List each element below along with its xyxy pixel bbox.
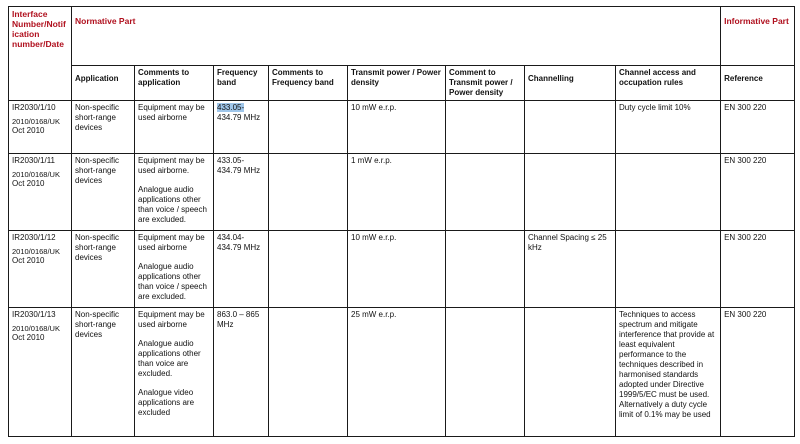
cell-application: Non-specific short-range devices bbox=[72, 101, 135, 154]
table-row bbox=[9, 154, 795, 231]
frequency-text: 434.79 MHz bbox=[217, 113, 261, 122]
header-interface-number bbox=[9, 7, 72, 101]
frequency-highlighted-text[interactable]: 433.05- bbox=[217, 103, 245, 112]
normative-part-label: Normative Part bbox=[75, 16, 136, 26]
header-normative-part bbox=[72, 7, 721, 66]
cell-frequency-band bbox=[214, 101, 269, 154]
cell-comment-transmit-power bbox=[446, 101, 525, 154]
cell-reference: EN 300 220 bbox=[721, 101, 795, 154]
cell-reference: EN 300 220 bbox=[721, 154, 795, 231]
header-comment-transmit-power: Comment to Transmit power / Power density bbox=[446, 66, 525, 101]
cell-channel-access bbox=[616, 231, 721, 308]
cell-interface-number bbox=[9, 101, 72, 154]
header-channelling: Channelling bbox=[525, 66, 616, 101]
cell-application: Non-specific short-range devices bbox=[72, 308, 135, 437]
cell-transmit-power: 1 mW e.r.p. bbox=[348, 154, 446, 231]
header-interface-line-1: Interface bbox=[12, 9, 48, 19]
comment-paragraph: Equipment may be used airborne bbox=[138, 103, 205, 122]
comment-paragraph: Analogue video applications are excluded bbox=[138, 388, 195, 417]
notification-date: Oct 2010 bbox=[12, 179, 45, 188]
cell-comment-transmit-power bbox=[446, 231, 525, 308]
header-interface-line-2: Number/Notif bbox=[12, 19, 66, 29]
notification-date: Oct 2010 bbox=[12, 126, 45, 135]
interface-requirements-table bbox=[8, 6, 795, 437]
table-row bbox=[9, 308, 795, 437]
table-row bbox=[9, 101, 795, 154]
header-comments-frequency-band: Comments to Frequency band bbox=[269, 66, 348, 101]
comment-paragraph: Analogue audio applications other than voice / speech are excluded. bbox=[138, 262, 207, 301]
interface-id: IR2030/1/12 bbox=[12, 233, 56, 242]
cell-frequency-band: 434.04-434.79 MHz bbox=[214, 231, 269, 308]
cell-reference: EN 300 220 bbox=[721, 308, 795, 437]
comment-paragraph: Equipment may be used airborne. bbox=[138, 156, 205, 175]
cell-comments-frequency bbox=[269, 101, 348, 154]
cell-interface-number bbox=[9, 308, 72, 437]
cell-interface-number bbox=[9, 231, 72, 308]
cell-reference: EN 300 220 bbox=[721, 231, 795, 308]
header-informative-part bbox=[721, 7, 795, 66]
header-channel-access: Channel access and occupation rules bbox=[616, 66, 721, 101]
cell-transmit-power: 10 mW e.r.p. bbox=[348, 101, 446, 154]
cell-comments-frequency bbox=[269, 154, 348, 231]
header-transmit-power: Transmit power / Power density bbox=[348, 66, 446, 101]
cell-frequency-band: 863.0 – 865 MHz bbox=[214, 308, 269, 437]
header-reference: Reference bbox=[721, 66, 795, 101]
cell-comments-application bbox=[135, 308, 214, 437]
notification-date: Oct 2010 bbox=[12, 256, 45, 265]
cell-channel-access: Techniques to access spectrum and mitigate interference that provide at least equivalent performance to the techniques described in harmonised standards adopted under Directive 1999/5/EC must be used. Alternatively a duty cycle limit of 0.1% may be used bbox=[616, 308, 721, 437]
informative-part-label: Informative Part bbox=[724, 16, 789, 26]
comment-paragraph: Equipment may be used airborne bbox=[138, 233, 205, 252]
cell-comment-transmit-power bbox=[446, 308, 525, 437]
interface-id: IR2030/1/11 bbox=[12, 156, 55, 165]
comment-paragraph: Analogue audio applications other than voice are excluded. bbox=[138, 339, 201, 378]
cell-comments-application bbox=[135, 154, 214, 231]
cell-channelling: Channel Spacing ≤ 25 kHz bbox=[525, 231, 616, 308]
header-comments-application: Comments to application bbox=[135, 66, 214, 101]
cell-comments-application bbox=[135, 231, 214, 308]
cell-transmit-power: 25 mW e.r.p. bbox=[348, 308, 446, 437]
notification-number: 2010/0168/UK bbox=[12, 324, 60, 333]
cell-application: Non-specific short-range devices bbox=[72, 231, 135, 308]
table-row bbox=[9, 231, 795, 308]
interface-id: IR2030/1/13 bbox=[12, 310, 56, 319]
interface-id: IR2030/1/10 bbox=[12, 103, 56, 112]
notification-number: 2010/0168/UK bbox=[12, 247, 60, 256]
header-interface-line-4: number/Date bbox=[12, 39, 64, 49]
cell-comments-frequency bbox=[269, 231, 348, 308]
comment-paragraph: Equipment may be used airborne bbox=[138, 310, 205, 329]
header-interface-line-3: ication bbox=[12, 29, 40, 39]
cell-comments-application bbox=[135, 101, 214, 154]
notification-number: 2010/0168/UK bbox=[12, 170, 60, 179]
cell-transmit-power: 10 mW e.r.p. bbox=[348, 231, 446, 308]
cell-channel-access: Duty cycle limit 10% bbox=[616, 101, 721, 154]
cell-frequency-band: 433.05-434.79 MHz bbox=[214, 154, 269, 231]
cell-interface-number bbox=[9, 154, 72, 231]
cell-channel-access bbox=[616, 154, 721, 231]
comment-paragraph: Analogue audio applications other than voice / speech are excluded. bbox=[138, 185, 207, 224]
header-application: Application bbox=[72, 66, 135, 101]
header-row-columns bbox=[9, 66, 795, 101]
cell-comment-transmit-power bbox=[446, 154, 525, 231]
cell-channelling bbox=[525, 308, 616, 437]
cell-channelling bbox=[525, 101, 616, 154]
cell-channelling bbox=[525, 154, 616, 231]
notification-date: Oct 2010 bbox=[12, 333, 45, 342]
header-row-top bbox=[9, 7, 795, 66]
header-frequency-band: Frequency band bbox=[214, 66, 269, 101]
cell-application: Non-specific short-range devices bbox=[72, 154, 135, 231]
notification-number: 2010/0168/UK bbox=[12, 117, 60, 126]
cell-comments-frequency bbox=[269, 308, 348, 437]
